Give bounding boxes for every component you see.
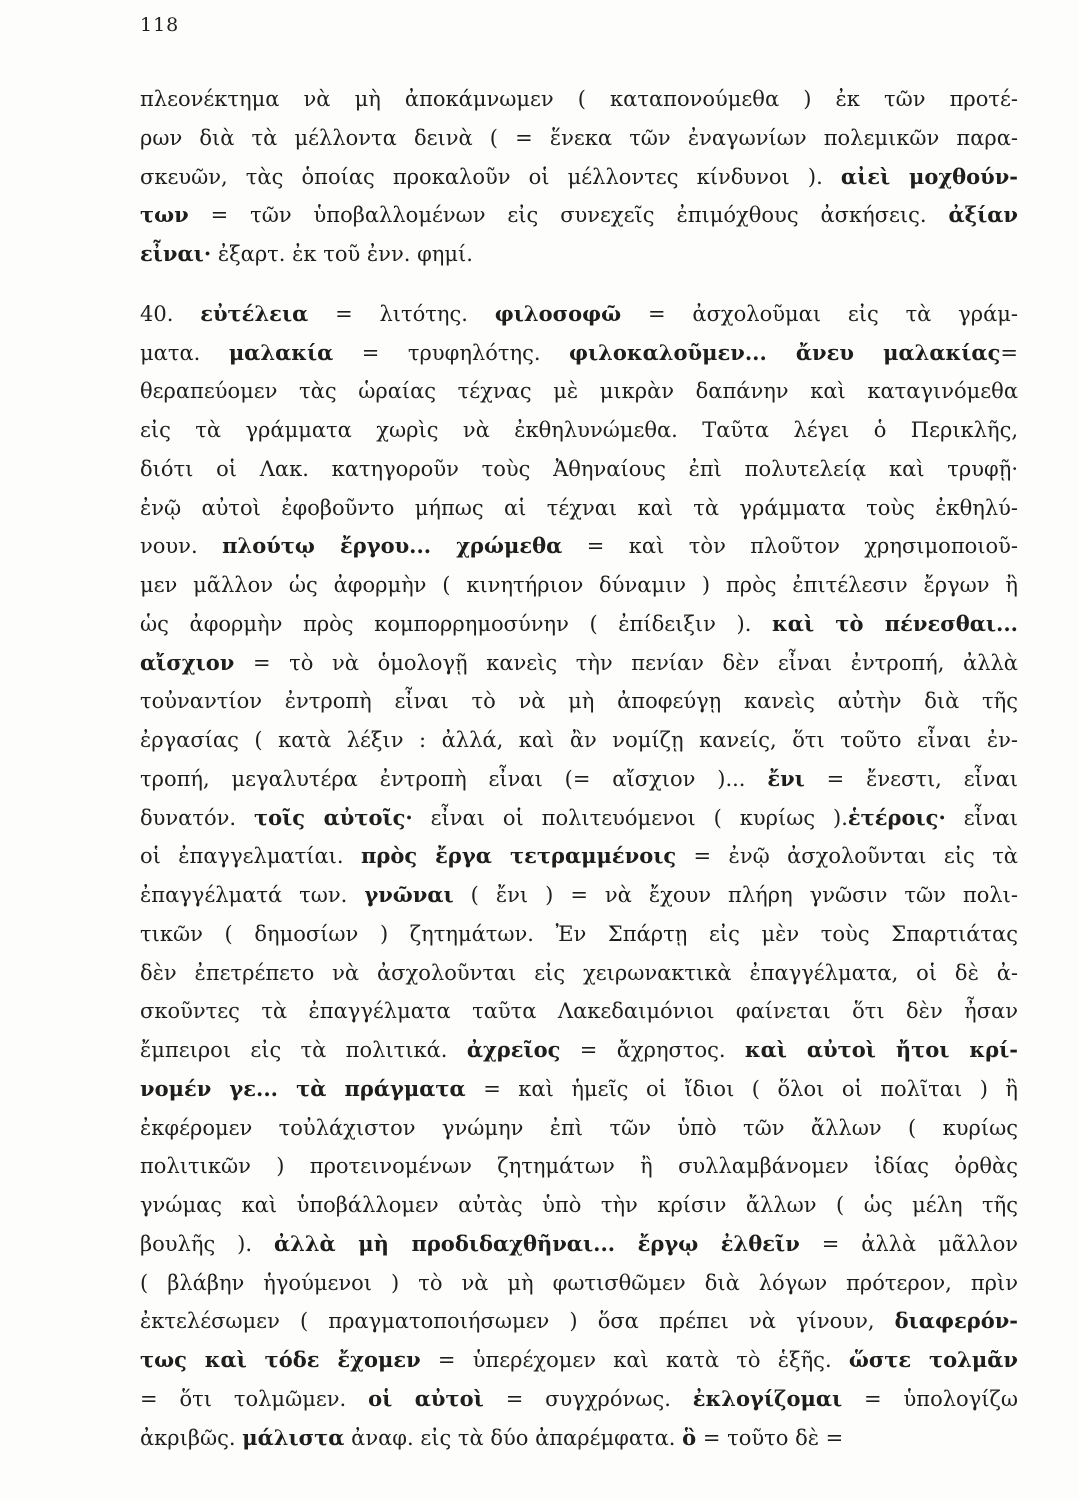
- text-line: [140, 799, 1018, 838]
- text-line: [140, 682, 1018, 721]
- text-line: [140, 605, 1018, 644]
- text-line: [140, 876, 1018, 915]
- text-line: [140, 1341, 1018, 1380]
- text-run: = τῶν ὑποβαλλομένων εἰς συνεχεῖς ἐπιμόχθους ἀσκήσεις.: [188, 203, 949, 228]
- text-run: = συγχρόνως.: [483, 1386, 693, 1411]
- text-run: ( βλάβην ἡγούμενοι ) τὸ νὰ μὴ φωτισθῶμεν διὰ λόγων πρότερον, πρὶν: [140, 1270, 1018, 1295]
- text-line: [140, 1225, 1018, 1264]
- text-run: γνώμας καὶ ὑποβάλλομεν αὐτὰς ὑπὸ τὴν κρίσιν ἄλλων ( ὡς μέλη τῆς: [140, 1193, 1018, 1217]
- text-line: [140, 411, 1018, 450]
- text-run: εἶναι: [945, 805, 1018, 830]
- bold-term: ἔνι: [767, 765, 805, 791]
- text-run: = ὑπερέχομεν καὶ κατὰ τὸ ἑξῆς.: [420, 1348, 849, 1372]
- text-run: μεν μᾶλλον ὡς ἀφορμὴν ( κινητήριον δύναμιν ) πρὸς ἐπιτέλεσιν ἔργων ἢ: [140, 573, 1018, 597]
- text-line: [140, 119, 1018, 158]
- text-run: θεραπεύομεν τὰς ὡραίας τέχνας μὲ μικρὰν δαπάνην καὶ καταγινόμεθα: [140, 379, 1018, 404]
- bold-term: πρὸς ἔργα τετραμμένοις: [361, 843, 677, 869]
- text-line: [140, 235, 1018, 274]
- text-run: πολιτικῶν ) προτεινομένων ζητημάτων ἢ συλλαμβάνομεν ἰδίας ὀρθὰς: [140, 1154, 1018, 1179]
- text-line: [140, 527, 1018, 566]
- text-run: ἐπαγγέλματά των.: [140, 883, 365, 907]
- text-run: ἔμπειροι εἰς τὰ πολιτικά.: [140, 1038, 467, 1062]
- text-run: εἶναι οἱ πολιτευόμενοι ( κυρίως ).: [412, 805, 848, 830]
- text-line: [140, 721, 1018, 760]
- text-line: [140, 158, 1018, 197]
- text-line: [140, 1302, 1018, 1341]
- text-run: τοὐναντίον ἐντροπὴ εἶναι τὸ νὰ μὴ ἀποφεύγῃ κανεὶς αὐτὴν διὰ τῆς: [140, 689, 1018, 714]
- text-run: δὲν ἐπετρέπετο νὰ ἀσχολοῦνται εἰς χειρωνακτικὰ ἐπαγγέλματα, οἱ δὲ ἀ-: [140, 960, 1018, 985]
- text-line: [140, 1031, 1018, 1070]
- text-run: ( ἔνι ) = νὰ ἔχουν πλήρη γνῶσιν τῶν πολι-: [453, 883, 1018, 907]
- bold-term: οἱ αὐτοὶ: [368, 1385, 484, 1411]
- text-line: [140, 1070, 1018, 1109]
- bold-term: αἴσχιον: [140, 649, 235, 675]
- bold-term: διαφερόν-: [894, 1308, 1018, 1334]
- text-run: = ἀλλὰ μᾶλλον: [799, 1231, 1018, 1256]
- text-run: = ἐνῷ ἀσχολοῦνται εἰς τὰ: [676, 844, 1018, 869]
- text-run: βουλῆς ).: [140, 1231, 274, 1256]
- text-line: [140, 489, 1018, 528]
- text-run: τροπή, μεγαλυτέρα ἐντροπὴ εἶναι (= αἴσχιον )...: [140, 766, 768, 791]
- commentary-text: [140, 80, 1018, 1457]
- text-run: = ἄχρηστος.: [560, 1038, 745, 1062]
- text-run: = καὶ τὸν πλοῦτον χρησιμοποιοῦ-: [562, 534, 1018, 559]
- text-run: διότι οἱ Λακ. κατηγοροῦν τοὺς Ἀθηναίους ἐπὶ πολυτελείᾳ καὶ τρυφῇ·: [140, 456, 1018, 481]
- text-line: [140, 295, 1018, 334]
- bold-term: φιλοκαλοῦμεν... ἄνευ μαλακίας: [569, 339, 1001, 365]
- text-run: ὡς ἀφορμὴν πρὸς κομπορρημοσύνην ( ἐπίδειξιν ).: [140, 611, 773, 636]
- bold-term: ἀξίαν: [948, 202, 1018, 228]
- text-run: = ὑπολογίζω: [842, 1386, 1018, 1411]
- bold-term: μάλιστα: [242, 1424, 345, 1450]
- text-line: [140, 372, 1018, 411]
- text-line: [140, 1380, 1018, 1419]
- text-line: [140, 992, 1018, 1031]
- text-run: δυνατόν.: [140, 805, 254, 830]
- bold-term: τοῖς αὐτοῖς·: [253, 804, 413, 830]
- text-run: τικῶν ( δημοσίων ) ζητημάτων. Ἐν Σπάρτῃ εἰς μὲν τοὺς Σπαρτιάτας: [140, 921, 1018, 946]
- bold-term: καὶ τὸ πένεσθαι...: [772, 610, 1018, 636]
- text-line: [140, 334, 1018, 373]
- bold-term: ἐκλογίζομαι: [692, 1385, 843, 1411]
- bold-term: ἀχρεῖος: [466, 1037, 561, 1062]
- text-run: σκευῶν, τὰς ὁποίας προκαλοῦν οἱ μέλλοντες κίνδυνοι ).: [140, 164, 841, 189]
- text-run: νουν.: [140, 534, 223, 559]
- text-run: = ἔνεστι, εἶναι: [804, 766, 1018, 791]
- text-run: = ὅτι τολμῶμεν.: [140, 1386, 369, 1411]
- bold-term: πλούτῳ ἔργου... χρώμεθα: [222, 533, 563, 559]
- bold-term: των: [140, 202, 189, 228]
- text-run: = ἀσχολοῦμαι εἰς τὰ γράμ-: [621, 301, 1019, 326]
- text-line: [140, 954, 1018, 993]
- text-line: [140, 915, 1018, 954]
- bold-term: αἰεὶ μοχθούν-: [840, 163, 1019, 189]
- text-run: ματα.: [140, 340, 229, 365]
- text-run: = τρυφηλότης.: [333, 340, 570, 365]
- page-number: 118: [140, 14, 180, 36]
- text-run: ἀκριβῶς.: [140, 1425, 243, 1450]
- text-line: [140, 80, 1018, 119]
- text-run: ἐνῷ αὐτοὶ ἐφοβοῦντο μήπως αἱ τέχναι καὶ τὰ γράμματα τοὺς ἐκθηλύ-: [140, 495, 1018, 520]
- bold-term: καὶ αὐτοὶ ἤτοι κρί-: [744, 1037, 1018, 1062]
- text-line: [140, 1147, 1018, 1186]
- text-line: [140, 1109, 1018, 1148]
- text-line: [140, 1419, 1018, 1458]
- bold-term: νομέν γε... τὰ πράγματα: [140, 1075, 466, 1101]
- text-run: =: [1000, 340, 1018, 365]
- bold-term: εὐτέλεια: [200, 300, 309, 326]
- text-run: ἐκφέρομεν τοὐλάχιστον γνώμην ἐπὶ τῶν ὑπὸ τῶν ἄλλων ( κυρίως: [140, 1115, 1018, 1140]
- text-line: [140, 450, 1018, 489]
- text-run: σκοῦντες τὰ ἐπαγγέλματα ταῦτα Λακεδαιμόνιοι φαίνεται ὅτι δὲν ἦσαν: [140, 999, 1018, 1024]
- text-run: = καὶ ἡμεῖς οἱ ἴδιοι ( ὅλοι οἱ πολῖται ) ἢ: [465, 1076, 1018, 1101]
- text-line: [140, 566, 1018, 605]
- bold-term: φιλοσοφῶ: [494, 300, 622, 326]
- text-run: ἐκτελέσωμεν ( πραγματοποιήσωμεν ) ὅσα πρέπει νὰ γίνουν,: [140, 1309, 895, 1334]
- text-run: ἐξαρτ. ἐκ τοῦ ἐνν. φημί.: [211, 242, 473, 266]
- text-line: [140, 760, 1018, 799]
- bold-term: ἀλλὰ μὴ προδιδαχθῆναι... ἔργῳ ἐλθεῖν: [273, 1230, 800, 1256]
- bold-term: ὥστε τολμᾶν: [848, 1347, 1019, 1372]
- text-line: [140, 1186, 1018, 1225]
- text-line: [140, 837, 1018, 876]
- text-run: 40.: [140, 301, 201, 326]
- text-run: ἐργασίας ( κατὰ λέξιν : ἀλλά, καὶ ἂν νομίζῃ κανείς, ὅτι τοῦτο εἶναι ἐν-: [140, 728, 1018, 752]
- text-line: [140, 1264, 1018, 1303]
- text-run: = τὸ νὰ ὁμολογῇ κανεὶς τὴν πενίαν δὲν εἶναι ἐντροπή, ἀλλὰ: [234, 650, 1018, 675]
- text-run: εἰς τὰ γράμματα χωρὶς νὰ ἐκθηλυνώμεθα. Ταῦτα λέγει ὁ Περικλῆς,: [140, 418, 1018, 442]
- text-run: πλεονέκτημα νὰ μὴ ἀποκάμνωμεν ( καταπονούμεθα ) ἐκ τῶν προτέ-: [140, 87, 1018, 111]
- text-line: [140, 196, 1018, 235]
- bold-term: γνῶναι: [364, 882, 454, 907]
- text-run: = λιτότης.: [308, 301, 495, 326]
- text-run: οἱ ἐπαγγελματίαι.: [140, 844, 361, 869]
- bold-term: ὃ: [682, 1424, 697, 1450]
- bold-term: τως καὶ τόδε ἔχομεν: [140, 1347, 421, 1372]
- text-line: [140, 644, 1018, 683]
- text-run: ρων διὰ τὰ μέλλοντα δεινὰ ( = ἕνεκα τῶν ἐναγωνίων πολεμικῶν παρα-: [140, 125, 1018, 150]
- bold-term: εἶναι·: [140, 241, 212, 266]
- text-run: ἀναφ. εἰς τὰ δύο ἀπαρέμφατα.: [344, 1425, 683, 1450]
- bold-term: μαλακία: [228, 339, 334, 365]
- text-run: = τοῦτο δὲ =: [696, 1425, 844, 1450]
- bold-term: ἑτέροις·: [847, 804, 946, 830]
